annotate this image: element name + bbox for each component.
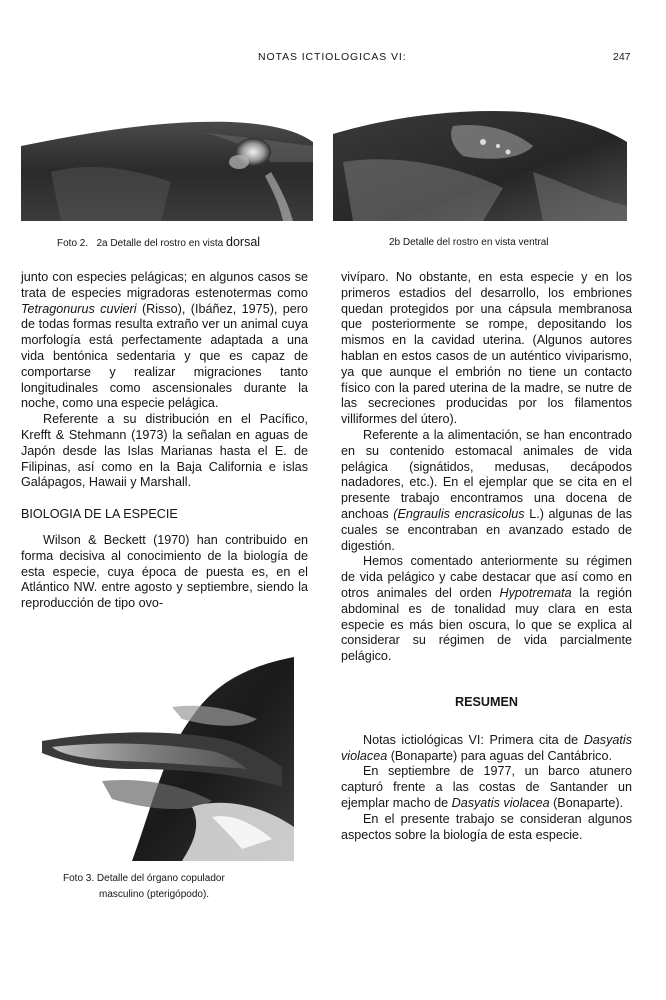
photo-2-label: Foto 2. — [57, 238, 89, 249]
photo-2b-caption: 2b Detalle del rostro en vista ventral — [389, 237, 549, 248]
photo-2b-ventral-rostrum — [333, 102, 627, 221]
right-column — [341, 270, 632, 843]
photo-2a-caption: Foto 2. 2a Detalle del rostro en vista dorsal — [57, 235, 261, 249]
paragraph: Wilson & Beckett (1970) han contribuido en forma decisiva al conocimiento de la biología de esta especie, cuya época de puesta es, en el Atlántico NW. entre agosto y septiembre, siendo la reproducción de tipo ovo- — [21, 532, 308, 611]
page-number: 247 — [613, 51, 631, 63]
paragraph: En el presente trabajo se consideran algunos aspectos sobre la biología de esta especie. — [341, 811, 632, 842]
photo-3-copulatory-organ — [42, 657, 294, 861]
left-column — [21, 270, 308, 612]
photo-2a-dorsal-rostrum — [21, 102, 313, 221]
paragraph: Referente a la alimentación, se han encontrado en su contenido estomacal animales de vida pelágica (signátidos, medusas, decápodos nadadores, etc.). En el ejemplar que se cita en el presente trabajo encontramos una docena de anchoas (Engraulis encrasicolus L.) algunas de las cuales se encontraban en avanzado estado de digestión. — [341, 427, 632, 553]
paragraph: En septiembre de 1977, un barco atunero capturó frente a las costas de Santander un ejemplar macho de Dasyatis violacea (Bonaparte). — [341, 764, 632, 810]
paragraph: vivíparo. No obstante, en esta especie y en los primeros estadios del desarrollo, los embriones quedan protegidos por una cápsula membranosa que posteriormente se rompe, depositando los mismos en la cavidad uterina. (Algunos autores hablan en estos casos de un auténtico viviparismo, ya que aunque el embrión no tiene un contacto físico con la pared uterina de la madre, se nutre de las secreciones producidas por los filamentos villiformes del útero). — [341, 270, 632, 427]
running-title: NOTAS ICTIOLOGICAS VI: — [258, 51, 407, 63]
paragraph: Notas ictiológicas VI: Primera cita de Dasyatis violacea (Bonaparte) para aguas del Cantábrico. — [341, 732, 632, 763]
paragraph: junto con especies pelágicas; en algunos casos se trata de especies migradoras estenotermas como Tetragonurus cuvieri (Risso), (Ibáñez, 1975), pero de todas formas resulta extraño ver un animal cuya morfología está perfectamente adaptada a una vida bentónica sedentaria y que es capaz de comportarse y realizar migraciones tanto longitudinales como ascensionales durante la noche, como una especie pelágica. — [21, 270, 309, 411]
photo-3-caption: Foto 3. Detalle del órgano copulador masculino (pterigópodo). — [63, 873, 225, 900]
paragraph: Hemos comentado anteriormente su régimen de vida pelágico y cabe destacar que así como en otros animales del orden Hypotremata la región abdominal es de tonalidad muy clara en esta especie es más bien oscura, lo que se explica al considerar su régimen de vida parcialmente pelágico. — [341, 554, 632, 664]
section-heading: BIOLOGIA DE LA ESPECIE — [21, 507, 178, 522]
resumen-heading: RESUMEN — [455, 694, 518, 709]
paragraph: Referente a su distribución en el Pacífico, Krefft & Stehmann (1973) la señalan en aguas de Japón desde las Islas Marianas hasta el E. de Filipinas, así como en la Baja California e islas Galápagos, Hawaii y Marshall. — [21, 412, 308, 490]
